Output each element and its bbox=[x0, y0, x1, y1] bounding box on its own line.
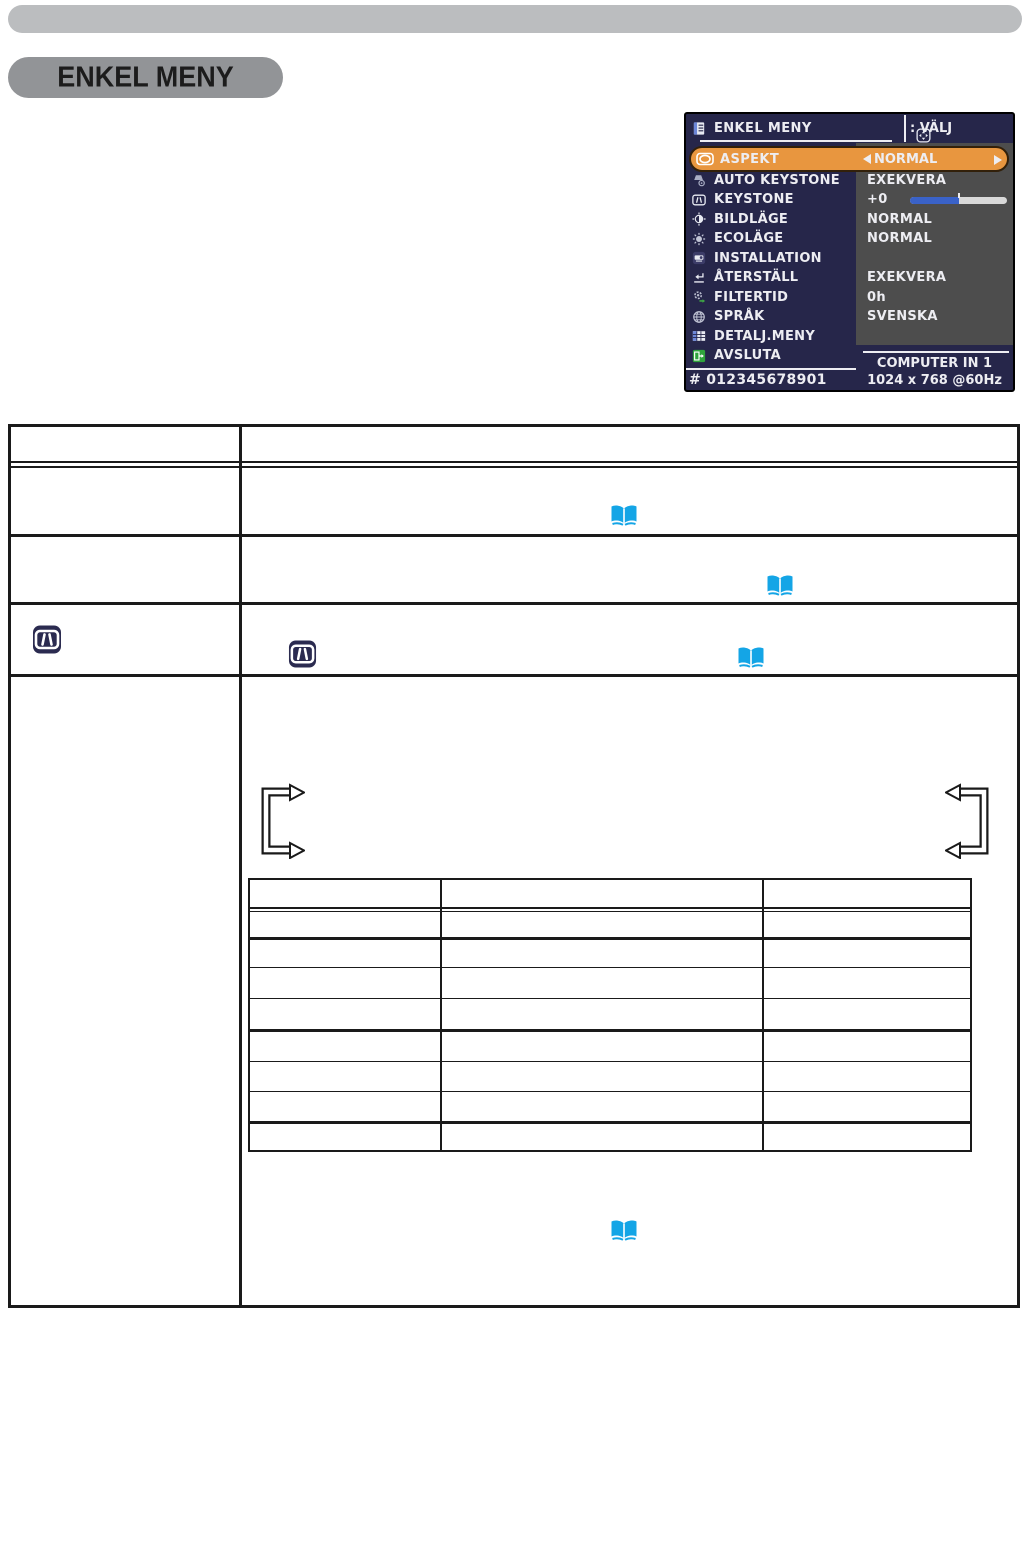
table-grid-line bbox=[440, 880, 442, 1150]
table-grid-line bbox=[762, 880, 764, 1150]
osd-item-label: DETALJ.MENY bbox=[714, 328, 816, 344]
osd-menu-item-filtertid[interactable] bbox=[690, 287, 1013, 307]
aspekt-icon bbox=[696, 152, 714, 166]
table-grid-line bbox=[250, 907, 970, 909]
osd-menu-item-installation[interactable] bbox=[690, 248, 1013, 268]
osd-item-value: 0h bbox=[867, 289, 886, 305]
keystone-slider[interactable] bbox=[910, 197, 1007, 204]
page-title: ENKEL MENY bbox=[57, 61, 234, 93]
menu-list-icon bbox=[692, 121, 707, 136]
osd-menu-item-bildl-ge[interactable] bbox=[690, 209, 1013, 229]
table-grid-line bbox=[11, 461, 1017, 463]
osd-item-label: AUTO KEYSTONE bbox=[714, 172, 840, 188]
loop-arrow-right-icon bbox=[253, 783, 305, 859]
keystone-icon bbox=[288, 639, 317, 669]
aspect-options-table bbox=[248, 878, 972, 1152]
table-grid-line bbox=[250, 967, 970, 969]
avsluta-icon bbox=[692, 349, 706, 363]
osd-item-label: ECOLÄGE bbox=[714, 231, 784, 246]
osd-item-label: KEYSTONE bbox=[714, 192, 794, 207]
osd-item-value: +0 bbox=[867, 192, 888, 207]
osd-menu-item-auto-keystone[interactable] bbox=[690, 170, 1013, 190]
osd-menu-item-terst-ll[interactable] bbox=[690, 268, 1013, 288]
osd-header bbox=[686, 114, 1013, 143]
osd-menu-title: ENKEL MENY bbox=[714, 121, 812, 136]
item-description-table bbox=[8, 424, 1020, 1308]
osd-menu-item-detalj-meny[interactable] bbox=[690, 326, 1013, 346]
osd-input-source: COMPUTER IN 1 bbox=[876, 356, 993, 371]
table-grid-line bbox=[250, 1061, 970, 1063]
detalj-meny-icon bbox=[692, 329, 706, 343]
osd-menu-item-keystone[interactable] bbox=[690, 190, 1013, 210]
table-grid-line bbox=[239, 427, 242, 1305]
sprak-icon bbox=[692, 310, 706, 324]
osd-menu-item-spr-k[interactable] bbox=[690, 307, 1013, 327]
table-grid-line bbox=[250, 998, 970, 1000]
book-icon bbox=[766, 574, 794, 597]
keystone-icon bbox=[32, 624, 62, 655]
table-grid-line bbox=[250, 911, 970, 913]
dpad-icon bbox=[916, 128, 931, 143]
aterstall-icon bbox=[692, 271, 706, 285]
osd-serial-number: # 012345678901 bbox=[689, 372, 827, 388]
osd-item-label: SPRÅK bbox=[714, 309, 765, 324]
osd-item-label: ÅTERSTÄLL bbox=[714, 270, 799, 285]
auto-keystone-icon bbox=[692, 173, 706, 187]
loop-arrow-left-icon bbox=[945, 783, 997, 859]
osd-item-label: ASPEKT bbox=[720, 151, 780, 167]
ecolage-icon bbox=[692, 232, 706, 246]
osd-header-divider bbox=[904, 115, 906, 142]
table-grid-line bbox=[11, 534, 1017, 537]
next-arrow-icon[interactable] bbox=[994, 155, 1002, 165]
prev-arrow-icon[interactable] bbox=[863, 154, 871, 164]
osd-select-hint: : VÄLJ bbox=[910, 121, 952, 136]
page-top-bar bbox=[8, 5, 1022, 33]
filtertid-icon bbox=[692, 290, 706, 304]
table-grid-line bbox=[250, 1091, 970, 1093]
osd-item-label: BILDLÄGE bbox=[714, 211, 789, 227]
osd-item-label: FILTERTID bbox=[714, 289, 789, 305]
osd-menu-item-ecol-ge[interactable] bbox=[690, 229, 1013, 249]
table-grid-line bbox=[250, 1029, 970, 1032]
osd-menu-screenshot bbox=[684, 112, 1015, 392]
osd-item-label: AVSLUTA bbox=[714, 348, 781, 363]
table-grid-line bbox=[11, 466, 1017, 468]
table-grid-line bbox=[250, 1121, 970, 1124]
osd-item-value: EXEKVERA bbox=[867, 172, 947, 188]
osd-item-value: NORMAL bbox=[867, 211, 933, 227]
osd-item-value: SVENSKA bbox=[867, 309, 938, 324]
table-grid-line bbox=[250, 937, 970, 940]
keystone-icon bbox=[692, 193, 706, 207]
table-grid-line bbox=[11, 674, 1017, 677]
book-icon bbox=[737, 646, 765, 669]
book-icon bbox=[610, 504, 638, 527]
osd-title-underline bbox=[700, 140, 892, 142]
book-icon bbox=[610, 1219, 638, 1242]
osd-item-value: EXEKVERA bbox=[867, 270, 947, 285]
osd-menu-item-aspekt[interactable] bbox=[689, 146, 1009, 172]
bildlage-icon bbox=[692, 212, 706, 226]
installation-icon bbox=[692, 251, 706, 265]
osd-item-value: NORMAL bbox=[863, 152, 937, 167]
section-title-pill bbox=[8, 57, 283, 98]
osd-footer-divider-left bbox=[686, 368, 856, 370]
table-grid-line bbox=[11, 602, 1017, 605]
osd-item-label: INSTALLATION bbox=[714, 250, 822, 266]
osd-signal-resolution: 1024 x 768 @60Hz bbox=[867, 373, 1002, 388]
osd-footer-divider-right bbox=[863, 351, 1009, 353]
osd-item-value: NORMAL bbox=[867, 231, 933, 246]
